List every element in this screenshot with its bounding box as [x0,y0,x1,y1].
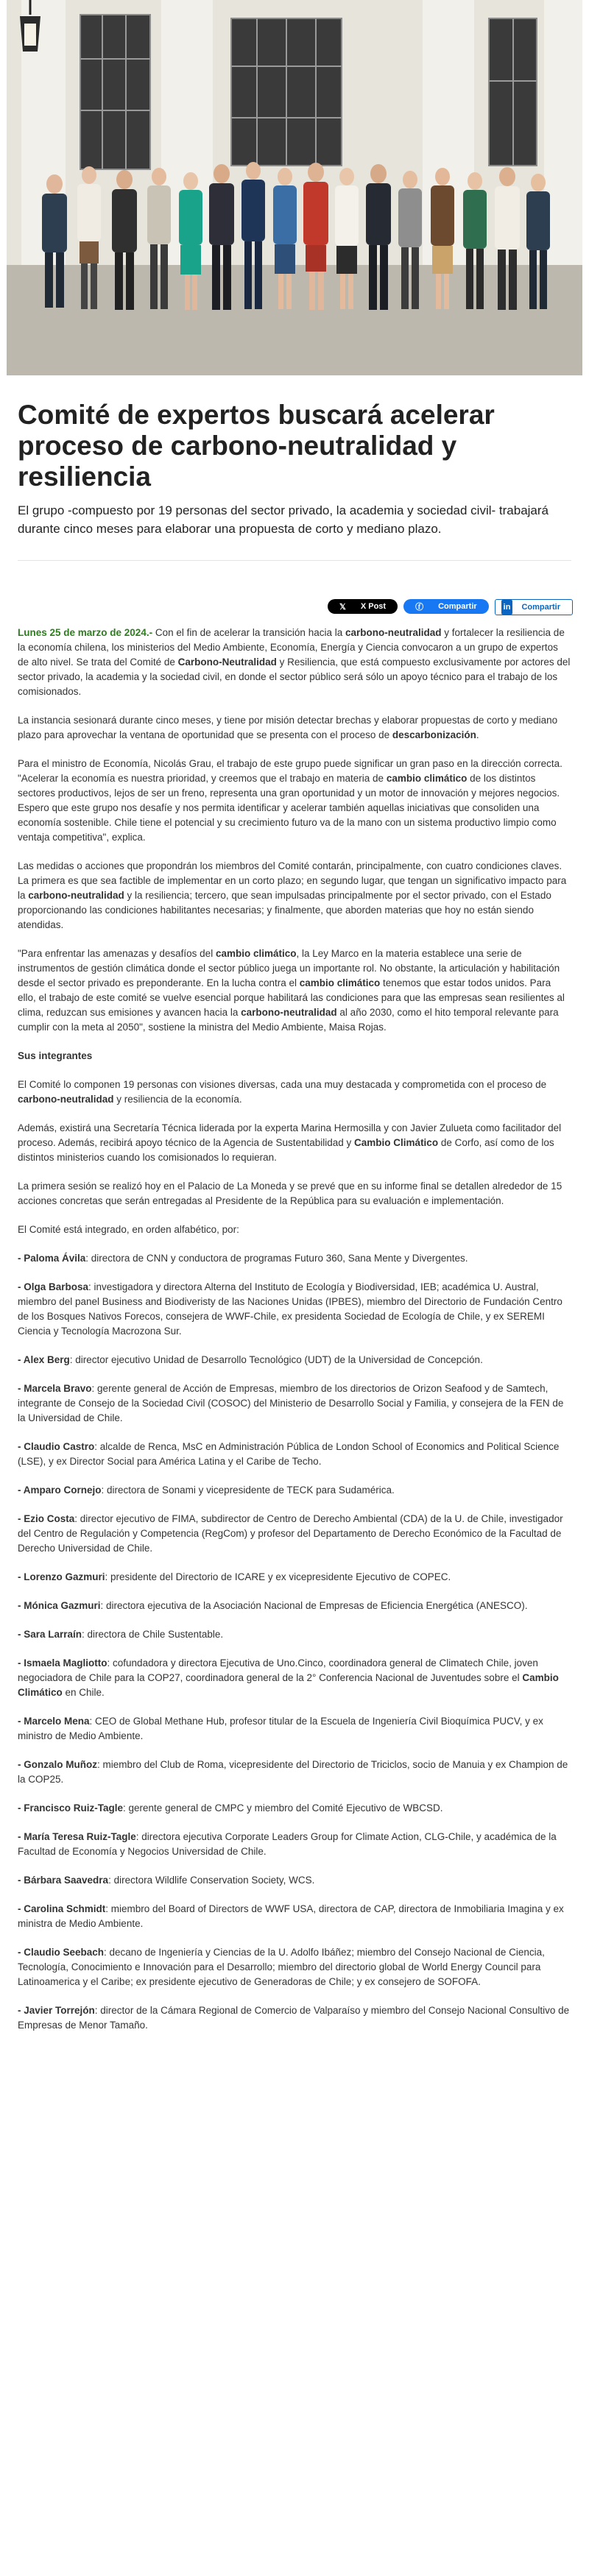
member-description: : alcalde de Renca, MsC en Administración Pública de London School of Economics and Political Science (LSE), y ex Director Social para América Latina y el Caribe de Techo. [18,1441,560,1467]
member-name: - Amparo Cornejo [18,1485,102,1496]
member-description: : gerente general de CMPC y miembro del Comité Ejecutivo de WBCSD. [123,1802,443,1814]
keyword: carbono-neutralidad [18,1094,114,1105]
member-name: - Alex Berg [18,1354,70,1365]
text: , la Ley Marco en la materia establece una serie de instrumentos de gestión climática donde el sector público juega un importante rol. No obstante, la articulación y habilitación desde el sector privado es preponderante. En la lucha contra el [18,948,560,988]
text: de Corfo, así como de los distintos ministerios cuando los comisionados lo requieran. [18,1137,554,1163]
text: y la resiliencia; tercero, que sean impulsadas principalmente por el sector privado, con el Estado proporcionando las condiciones habilitantes necesarias; y finalmente, que aborden materias que hoy no están siendo atendidas. [18,890,551,930]
share-linkedin-button[interactable]: in Compartir [495,599,573,615]
paragraph [18,1078,571,1107]
article-date: Lunes 25 de marzo de 2024.- [18,627,153,638]
member-name: - Sara Larraín [18,1629,82,1640]
text: y fortalecer la resiliencia de la economía chilena, los ministerios del Medio Ambiente, Economía, Energía y Ciencia convocaron a un grupo de expertos de alto nivel. Se trata del Comité de [18,627,565,668]
member-description: : directora ejecutiva Corporate Leaders Group for Climate Action, CLG-Chile, y académica de la Facultad de Economía y Negocios Universidad de Chile. [18,1831,557,1857]
paragraph [18,946,571,1035]
member-description: : directora ejecutiva de la Asociación Nacional de Empresas de Eficiencia Energética (ANESCO). [100,1600,528,1611]
text: "Para enfrentar las amenazas y desafíos del [18,948,216,959]
member-name: - Ezio Costa [18,1513,75,1524]
member-name: - Claudio Castro [18,1441,95,1452]
paragraph [18,757,571,845]
keyword: Carbono-Neutralidad [177,657,277,668]
member-name: - Francisco Ruiz-Tagle [18,1802,124,1814]
keyword: descarbonización [392,729,476,740]
text: de los distintos sectores productivos, lejos de ser un freno, representa una gran oportunidad y un motor de innovación y mejores negocios. Espero que este grupo nos desafíe y nos permita identificar y acelerar también aquellas iniciativas que consoliden una economía sostenible. Chile tiene el potencial y su crecimiento futuro va de la mano con un sistema productivo limpio como ventaja competitiva", explica. [18,773,560,843]
member-name: - Marcelo Mena [18,1716,90,1727]
members-list [18,1251,571,2033]
text: y resiliencia de la economía. [113,1094,242,1105]
member-item [18,1801,571,1816]
member-name: - Javier Torrejón [18,2005,95,2016]
text: al año 2030, como el hito temporal relevante para cumplir con la meta al 2050", sostiene la ministra del Medio Ambiente, Maisa Rojas. [18,1007,559,1033]
member-item [18,1570,571,1585]
text: Además, existirá una Secretaría Técnica liderada por la experta Marina Hermosilla y con Javier Zulueta como facilitador del proceso. Además, recibirá apoyo técnico de la Agencia de Sustentabilidad y [18,1122,562,1148]
member-name: - Bárbara Saavedra [18,1875,109,1886]
member-description: : CEO de Global Methane Hub, profesor titular de la Escuela de Ingeniería Civil Bioquímica PUCV, y ex ministro de Medio Ambiente. [18,1716,543,1741]
facebook-icon: ⓕ [415,603,424,612]
text: y Resiliencia, que está compuesto exclusivamente por actores del sector privado, la academia y la sociedad civil, en donde el sector público será sólo un apoyo técnico para el trabajo de los comisionados. [18,657,571,697]
member-description: : miembro del Board of Directors de WWF USA, directora de CAP, directora de Inmobiliaria Imagina y ex ministra de Medio Ambiente. [18,1903,564,1929]
member-name: - Carolina Schmidt [18,1903,106,1914]
paragraph [18,859,571,933]
member-description: : presidente del Directorio de ICARE y ex vicepresidente Ejecutivo de COPEC. [105,1571,451,1582]
member-description: : cofundadora y directora Ejecutiva de Uno.Cinco, coordinadora general de Climatech Chile, joven negociadora de Chile para la COP27, coordinadora general de la 2° Conferencia Nacional de Juventudes sobre el [18,1657,538,1683]
member-item [18,1280,571,1339]
member-item [18,1945,571,1989]
member-description: : director ejecutivo Unidad de Desarrollo Tecnológico (UDT) de la Universidad de Concepción. [69,1354,483,1365]
text: Para el ministro de Economía, Nicolás Grau, el trabajo de este grupo puede significar un gran paso en la dirección correcta. "Acelerar la economía es nuestra prioridad, y creemos que el trabajo en materia de [18,758,562,784]
keyword: cambio climático [386,773,468,784]
member-description: : directora Wildlife Conservation Society, WCS. [108,1875,315,1886]
member-description: : gerente general de Acción de Empresas, miembro de los directorios de Orizon Seafood y de Samtech, integrante de Consejo de la Sociedad Civil (COSOC) del Ministerio de Desarrollo Social y Familia, y consejera de la FEN de la Universidad de Chile. [18,1383,564,1423]
divider [18,560,571,561]
paragraph [18,1121,571,1165]
member-item [18,1830,571,1859]
text: El Comité lo componen 19 personas con visiones diversas, cada una muy destacada y comprometida con el proceso de [18,1079,547,1090]
member-item [18,1714,571,1744]
member-item [18,1599,571,1613]
member-item [18,1873,571,1888]
member-description: en Chile. [62,1687,105,1698]
share-x-button[interactable]: 𝕏 X Post [328,599,398,614]
paragraph-intro [18,626,571,699]
member-item [18,1758,571,1787]
member-name: - Lorenzo Gazmuri [18,1571,105,1582]
share-facebook-button[interactable]: ⓕ Compartir [403,599,489,614]
keyword: cambio climático [299,977,381,988]
member-name: - Mónica Gazmuri [18,1600,101,1611]
member-item [18,2003,571,2033]
article-lead: El grupo -compuesto por 19 personas del sector privado, la academia y sociedad civil- trabajará durante cinco meses para elaborar una propuesta de corto y mediano plazo. [18,503,549,536]
member-item [18,1483,571,1498]
member-description: : director de la Cámara Regional de Comercio de Valparaíso y miembro del Consejo Nacional Consultivo de Empresas de Menor Tamaño. [18,2005,570,2031]
keyword: Cambio Climático [18,1672,559,1698]
member-description: : directora de Chile Sustentable. [82,1629,224,1640]
hero-photo [7,0,582,375]
member-description: : director ejecutivo de FIMA, subdirector de Centro de Derecho Ambiental (CDA) de la U. de Chile, investigador del Centro de Regulación y Competencia (RegCom) y profesor del Departamento de Derecho Económico de la Facultad de Derecho Universidad de Chile. [18,1513,563,1554]
member-name: - Ismaela Magliotto [18,1657,107,1669]
member-name: - Marcela Bravo [18,1383,92,1394]
paragraph: El Comité está integrado, en orden alfabético, por: [18,1224,239,1235]
keyword: carbono-neutralidad [241,1007,337,1018]
member-item [18,1353,571,1367]
member-description: : miembro del Club de Roma, vicepresidente del Directorio de Triciclos, socio de Manuia y ex Champion de la COP25. [18,1759,568,1785]
member-name: - Gonzalo Muñoz [18,1759,97,1770]
paragraph: La primera sesión se realizó hoy en el Palacio de La Moneda y se prevé que en su informe final se detallen alrededor de 15 acciones concretas que serán entregadas al Presidente de la República para su evaluación e implementación. [18,1181,562,1206]
member-description: : directora de Sonami y vicepresidente de TECK para Sudamérica. [101,1485,395,1496]
member-item [18,1251,571,1266]
keyword: carbono-neutralidad [345,627,442,638]
keyword: carbono-neutralidad [28,890,124,901]
member-name: - María Teresa Ruiz-Tagle [18,1831,136,1842]
text: Las medidas o acciones que propondrán los miembros del Comité contarán, principalmente, con cuatro condiciones claves. La primera es que sea factible de implementar en un corto plazo; en segundo lugar, que tengan un significativo impacto para la [18,860,567,901]
section-subtitle: Sus integrantes [18,1050,93,1061]
text: tenemos que estar todos unidos. Para ello, el trabajo de este comité se vuelve esencial porque habilitará las condiciones para que las empresas sean resilientes al clima, reduzcan sus emisiones y avancen hacia la [18,977,565,1018]
text: . [476,729,479,740]
article-body [18,626,571,2033]
member-item [18,1512,571,1556]
text: Con el fin de acelerar la transición hacia la [152,627,345,638]
member-name: - Paloma Ávila [18,1253,86,1264]
share-bar [0,599,573,615]
member-item [18,1381,571,1426]
article-headline: Comité de expertos buscará acelerar proceso de carbono-neutralidad y resiliencia [18,400,495,492]
member-description: : decano de Ingeniería y Ciencias de la U. Adolfo Ibáñez; miembro del Consejo Nacional de Ciencia, Tecnología, Conocimiento e Innovación para el Desarrollo; miembro del directorio global de World Energy Council para Latinoamerica y el Caribe; ex presidente ejecutivo de Generadoras de Chile; y ex consejero de SOFOFA. [18,1947,545,1987]
member-item [18,1902,571,1931]
member-item [18,1440,571,1469]
paragraph [18,713,571,743]
keyword: cambio climático [215,948,297,959]
x-icon: 𝕏 [339,602,346,612]
linkedin-icon: in [501,600,513,615]
member-name: - Olga Barbosa [18,1281,89,1292]
member-item [18,1656,571,1700]
keyword: Cambio Climático [354,1137,439,1148]
member-name: - Claudio Seebach [18,1947,105,1958]
member-description: : directora de CNN y conductora de programas Futuro 360, Sana Mente y Divergentes. [85,1253,468,1264]
member-description: : investigadora y directora Alterna del Instituto de Ecología y Biodiversidad, IEB; académica U. Austral, miembro del panel Business and Biodiveristy de las Naciones Unidas (IPBES), miembro del Directorio de Fundación Centro de los Bosques Nativos Forecos, consejera de WWF-Chile, ex presidenta Sociedad de Ecología de Chile, y ex SEREMI Ciencia y Tecnología Macrozona Sur. [18,1281,562,1337]
member-item [18,1627,571,1642]
text: La instancia sesionará durante cinco meses, y tiene por misión detectar brechas y elaborar propuestas de corto y mediano plazo para aprovechar la ventana de oportunidad que se presenta con el proceso de [18,715,558,740]
